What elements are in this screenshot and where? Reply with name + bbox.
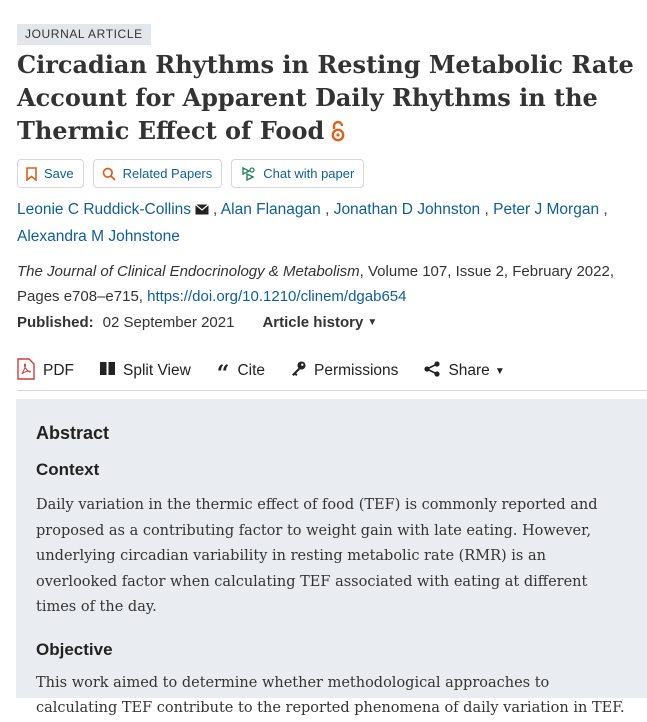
caret-down-icon: ▼	[494, 365, 505, 377]
share-button[interactable]	[424, 361, 504, 382]
objective-heading: Objective	[36, 639, 113, 659]
cite-label: Cite	[237, 362, 266, 379]
share-icon	[424, 361, 440, 382]
permissions-label: Permissions	[314, 362, 399, 379]
author-link[interactable]: Peter J Morgan	[493, 201, 600, 218]
abstract-heading: Abstract	[36, 423, 110, 443]
email-icon[interactable]	[195, 198, 209, 224]
publication-info	[17, 310, 377, 335]
context-heading: Context	[36, 460, 100, 479]
quote-icon: “	[216, 361, 230, 387]
author-link[interactable]: Alexandra M Johnstone	[17, 228, 180, 245]
share-label: Share	[448, 362, 490, 379]
save-button[interactable]	[17, 159, 84, 188]
citation-details: , Volume 107, Issue 2, February 2022, Pages e708–e715,	[17, 263, 614, 305]
related-papers-label: Related Papers	[122, 166, 213, 181]
published-label: Published:	[17, 314, 94, 331]
open-access-icon	[330, 117, 346, 150]
article-title	[17, 48, 642, 150]
search-icon	[102, 167, 116, 181]
article-history-toggle[interactable]	[262, 310, 377, 335]
citation	[17, 259, 642, 309]
author-link[interactable]: Leonie C Ruddick-Collins	[17, 201, 192, 218]
context-text: Daily variation in the thermic effect of food (TEF) is commonly reported and proposed as a contributing factor to weight gain with late eating. However, underlying circadian variability in resting metabolic rate (RMR) is an overlooked factor when calculating TEF associated with eating at different times of the day.	[36, 497, 598, 615]
split-view-button[interactable]	[100, 362, 191, 380]
cite-button[interactable]	[216, 361, 266, 387]
bookmark-icon	[26, 167, 37, 181]
author-list: Leonie C Ruddick-Collins , Alan Flanagan , Jonathan D Johnston , Peter J Morgan , Alexandra M Johnstone	[17, 197, 637, 250]
pdf-label: PDF	[43, 362, 74, 379]
permissions-button[interactable]	[291, 361, 398, 381]
article-actions	[17, 159, 364, 188]
article-history-label: Article history	[262, 314, 364, 331]
split-view-label: Split View	[123, 362, 191, 379]
author-link[interactable]: Alan Flanagan	[220, 201, 321, 218]
pdf-button[interactable]	[17, 358, 74, 385]
chat-ai-icon	[240, 166, 256, 182]
objective-text: This work aimed to determine whether methodological approaches to calculating TEF contribute to the reported phenomena of daily variation in TEF.	[36, 674, 625, 716]
save-label: Save	[44, 166, 74, 181]
doi-link[interactable]: https://doi.org/10.1210/clinem/dgab654	[147, 288, 407, 305]
article-type-badge: JOURNAL ARTICLE	[17, 24, 151, 45]
chat-with-paper-label: Chat with paper	[263, 166, 355, 181]
caret-down-icon: ▼	[367, 317, 378, 328]
key-icon	[291, 361, 306, 381]
chat-with-paper-button[interactable]	[231, 159, 364, 188]
article-toolbar	[17, 352, 647, 391]
journal-name: The Journal of Clinical Endocrinology & Metabolism	[17, 263, 360, 280]
published-date: 02 September 2021	[102, 314, 235, 331]
abstract-section	[16, 399, 647, 716]
related-papers-button[interactable]	[93, 159, 223, 188]
article-title-text: Circadian Rhythms in Resting Metabolic Rate Account for Apparent Daily Rhythms in the Thermic Effect of Food	[17, 50, 634, 145]
pdf-icon	[17, 358, 35, 385]
split-view-icon	[100, 362, 115, 380]
author-link[interactable]: Jonathan D Johnston	[333, 201, 481, 218]
